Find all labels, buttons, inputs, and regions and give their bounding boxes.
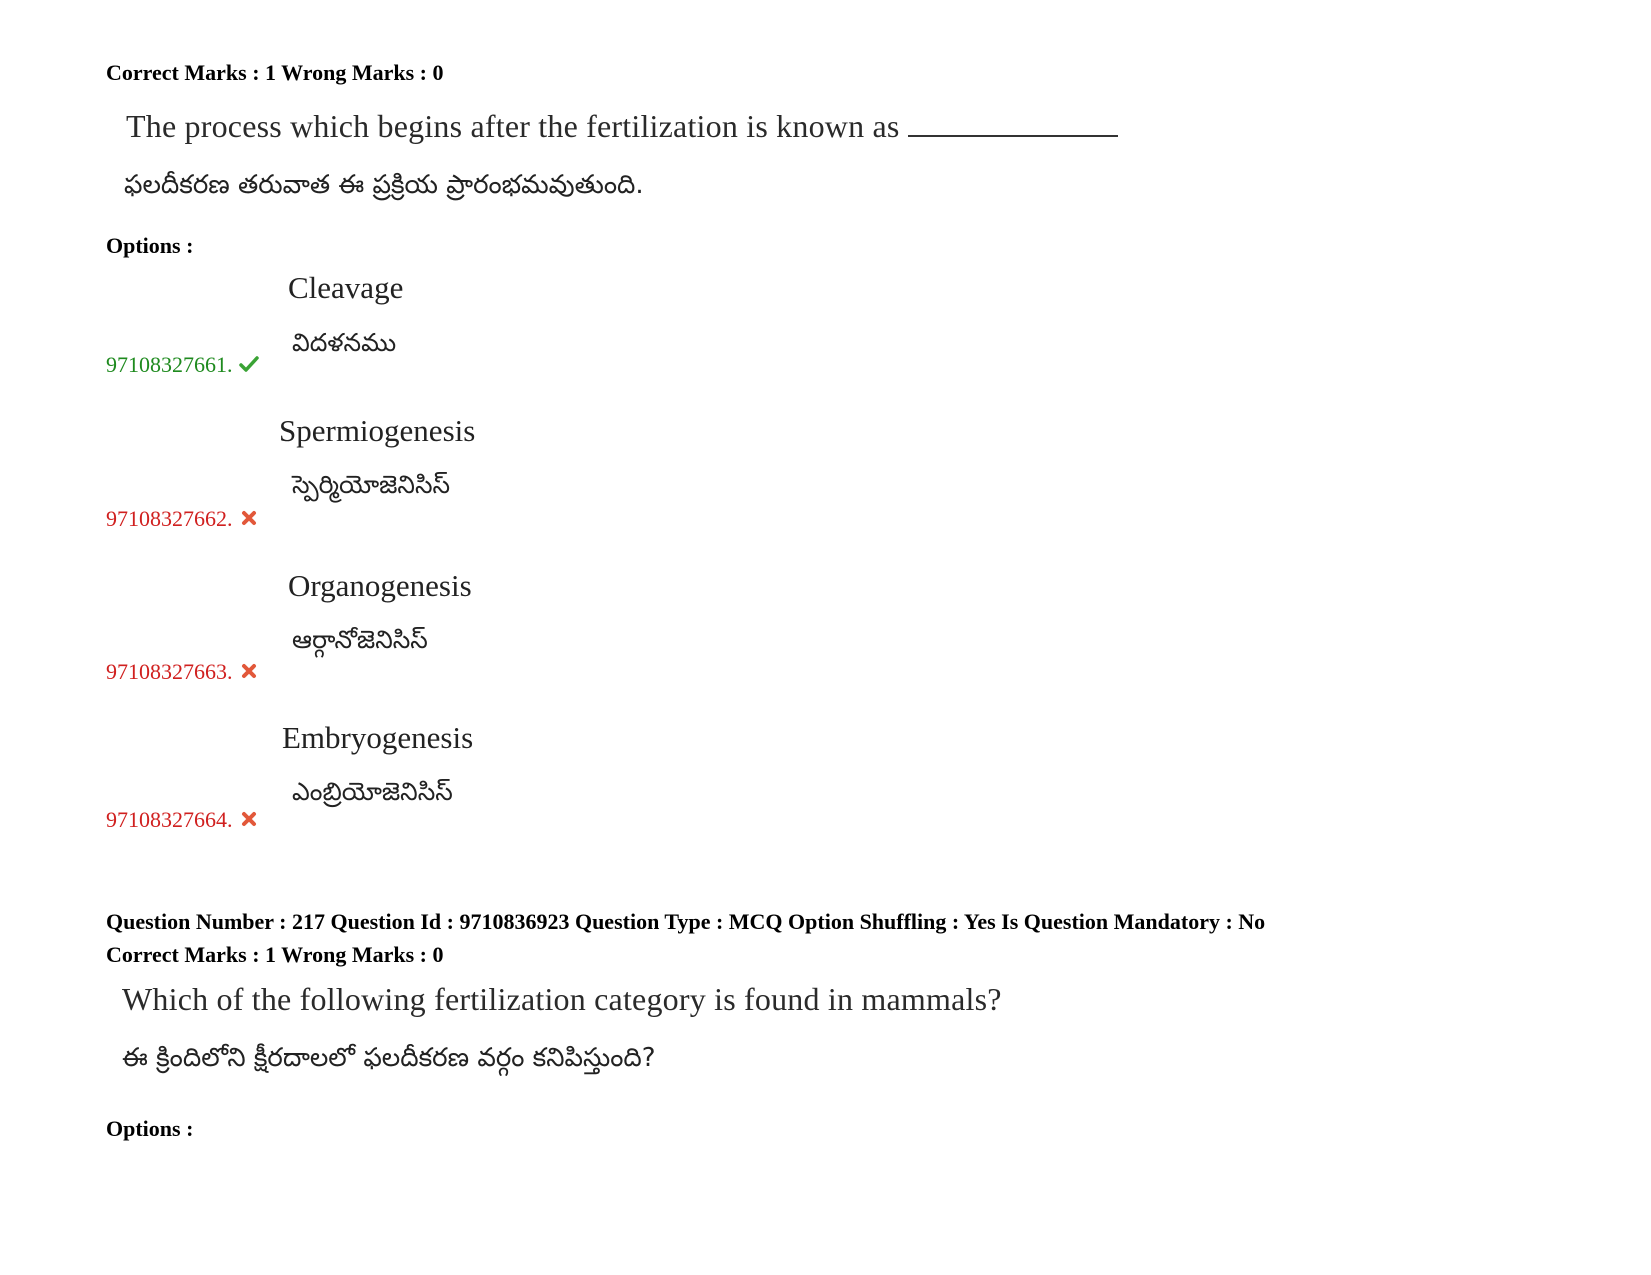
cross-icon	[239, 661, 259, 681]
cross-icon	[239, 508, 259, 528]
q216-marks: Correct Marks : 1 Wrong Marks : 0	[106, 60, 444, 85]
q216-question-te: ఫలదీకరణ తరువాత ఈ ప్రక్రియ ప్రారంభమవుతుంది.	[124, 170, 644, 200]
option-2-id-text: 97108327662.	[106, 506, 233, 531]
option-3-id	[106, 659, 259, 685]
q216-options-label: Options :	[106, 233, 194, 258]
option-3-en: Organogenesis	[288, 568, 472, 603]
option-3-te: ఆర్గానోజెనిసిస్	[292, 625, 428, 654]
answer-blank	[908, 109, 1118, 137]
cross-icon	[239, 809, 259, 829]
q217-marks: Correct Marks : 1 Wrong Marks : 0	[106, 942, 444, 967]
q217-header: Question Number : 217 Question Id : 9710836923 Question Type : MCQ Option Shuffling : Yes Is Question Mandatory : No	[106, 909, 1266, 934]
option-1-en: Cleavage	[288, 270, 404, 305]
option-4-id	[106, 807, 259, 833]
option-2-id	[106, 506, 259, 532]
option-1-te: విదళనము	[292, 328, 397, 357]
q216-question-en	[126, 108, 1118, 145]
q217-question-te: ఈ క్రిందిలోని క్షీరదాలలో ఫలదీకరణ వర్గం కనిపిస్తుంది?	[122, 1043, 656, 1073]
q216-question-en-text: The process which begins after the fertilization is known as	[126, 108, 900, 144]
option-4-en: Embryogenesis	[282, 720, 474, 755]
option-4-id-text: 97108327664.	[106, 807, 233, 832]
q217-question-en: Which of the following fertilization category is found in mammals?	[122, 981, 1002, 1017]
option-3-id-text: 97108327663.	[106, 659, 233, 684]
q217-options-label: Options :	[106, 1116, 194, 1141]
option-1-id-text: 97108327661.	[106, 352, 233, 377]
option-2-te: స్పెర్మియోజెనిసిస్	[292, 470, 451, 499]
option-2-en: Spermiogenesis	[279, 413, 476, 448]
option-1-id	[106, 352, 259, 378]
check-icon	[239, 354, 259, 374]
option-4-te: ఎంబ్రియోజెనిసిస్	[292, 777, 453, 806]
